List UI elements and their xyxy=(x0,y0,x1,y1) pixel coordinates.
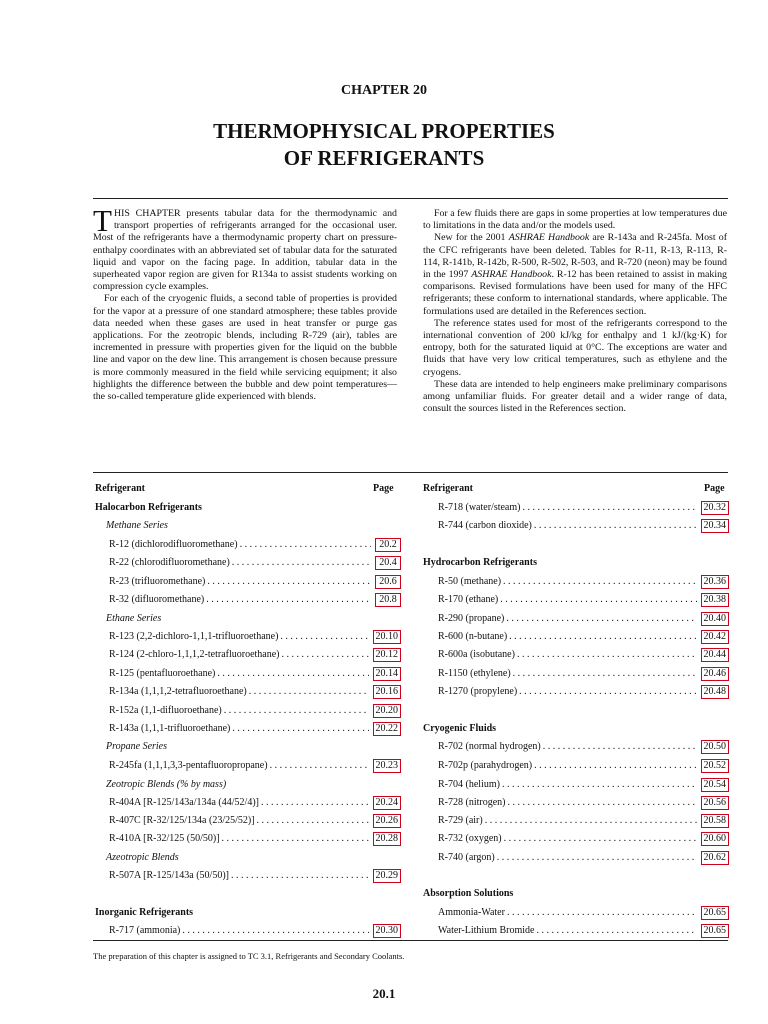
list-item: R-1270 (propylene) ..... 20.48 xyxy=(438,685,729,698)
page-link[interactable]: 20.29 xyxy=(373,869,402,883)
page-link[interactable]: 20.28 xyxy=(373,832,402,846)
table-bottom-rule xyxy=(93,940,728,941)
col-header-refrigerant-right: Refrigerant xyxy=(423,483,473,494)
list-item: R-12 (dichlorodifluoromethane) ..... 20.2 xyxy=(109,538,401,551)
list-item: R-407C [R-32/125/134a (23/25/52)] ..... 20.26 xyxy=(109,814,401,827)
page-link[interactable]: 20.26 xyxy=(373,814,402,828)
page-link[interactable]: 20.38 xyxy=(701,593,730,607)
page-link[interactable]: 20.52 xyxy=(701,759,730,773)
group-halocarbon: Halocarbon Refrigerants xyxy=(95,502,202,513)
page-link[interactable]: 20.14 xyxy=(373,667,402,681)
list-item: R-1150 (ethylene) ..... 20.46 xyxy=(438,667,729,680)
list-item: R-718 (water/steam) ..... 20.32 xyxy=(438,501,729,514)
page-link[interactable]: 20.40 xyxy=(701,612,730,626)
list-item: Ammonia-Water ..... 20.65 xyxy=(438,906,729,919)
list-item: R-123 (2,2-dichloro-1,1,1-trifluoroethane) ..... 20.10 xyxy=(109,630,401,643)
list-item: R-717 (ammonia) ..... 20.30 xyxy=(109,924,401,937)
list-item: R-732 (oxygen) ..... 20.60 xyxy=(438,832,729,845)
col-header-page-left: Page xyxy=(373,483,394,494)
list-item: R-124 (2-chloro-1,1,1,2-tetrafluoroethane) ..... 20.12 xyxy=(109,648,401,661)
page-link[interactable]: 20.60 xyxy=(701,832,730,846)
list-item: R-152a (1,1-difluoroethane) ..... 20.20 xyxy=(109,704,401,717)
page-link[interactable]: 20.23 xyxy=(373,759,402,773)
table-top-rule xyxy=(93,472,728,473)
intro-column-left xyxy=(93,203,397,403)
subgroup-ethane: Ethane Series xyxy=(106,613,162,624)
list-item: R-507A [R-125/143a (50/50)] ..... 20.29 xyxy=(109,869,401,882)
intro-paragraph-5: The reference states used for most of the refrigerants correspond to the international convention of 200 kJ/kg for enthalpy and 1 kJ/(kg·K) for entropy, both for the saturated liquid at 0°C. The exceptions are water and fluids that have very low critical temperatures, such as ethylene and the cryogens. xyxy=(423,317,727,378)
list-item: R-600 (n-butane) ..... 20.42 xyxy=(438,630,729,643)
page-link[interactable]: 20.50 xyxy=(701,740,730,754)
chapter-label: CHAPTER 20 xyxy=(341,83,427,98)
list-item: R-245fa (1,1,1,3,3-pentafluoropropane) ..... 20.23 xyxy=(109,759,401,772)
footnote: The preparation of this chapter is assigned to TC 3.1, Refrigerants and Secondary Coolants. xyxy=(93,951,405,961)
page-link[interactable]: 20.65 xyxy=(701,924,730,938)
page-link[interactable]: 20.36 xyxy=(701,575,730,589)
page-link[interactable]: 20.24 xyxy=(373,796,402,810)
list-item: R-729 (air) ..... 20.58 xyxy=(438,814,729,827)
subgroup-methane: Methane Series xyxy=(106,520,168,531)
list-item: R-702 (normal hydrogen) ..... 20.50 xyxy=(438,740,729,753)
list-item: R-143a (1,1,1-trifluoroethane) ..... 20.22 xyxy=(109,722,401,735)
list-item: R-23 (trifluoromethane) ..... 20.6 xyxy=(109,575,401,588)
page-link[interactable]: 20.4 xyxy=(375,556,401,570)
subgroup-zeotropic: Zeotropic Blends (% by mass) xyxy=(106,779,227,790)
list-item: R-410A [R-32/125 (50/50)] ..... 20.28 xyxy=(109,832,401,845)
page-number: 20.1 xyxy=(372,986,396,1001)
list-item: R-600a (isobutane) ..... 20.44 xyxy=(438,648,729,661)
subgroup-propane: Propane Series xyxy=(106,741,168,752)
page-title xyxy=(0,118,768,172)
page-link[interactable]: 20.32 xyxy=(701,501,730,515)
list-item: R-744 (carbon dioxide) ..... 20.34 xyxy=(438,519,729,532)
group-cryogenic: Cryogenic Fluids xyxy=(423,723,497,734)
list-item: R-22 (chlorodifluoromethane) ..... 20.4 xyxy=(109,556,401,569)
list-item: R-404A [R-125/143a/134a (44/52/4)] ..... 20.24 xyxy=(109,796,401,809)
list-item: R-32 (difluoromethane) ..... 20.8 xyxy=(109,593,401,606)
page-link[interactable]: 20.2 xyxy=(375,538,401,552)
page-link[interactable]: 20.10 xyxy=(373,630,402,644)
list-item: R-740 (argon) ..... 20.62 xyxy=(438,851,729,864)
list-item: R-728 (nitrogen) ..... 20.56 xyxy=(438,796,729,809)
intro-paragraph-4: New for the 2001 ASHRAE Handbook are R-143a and R-245fa. Most of the CFC refrigerants have been deleted. Tables for R-11, R-13, R-113, R-114, R-141b, R-142b, R-500, R-502, R-503, and R-720 (neon) may be found in the 1997 ASHRAE Handbook. R-12 has been retained to assist in making comparisons. Revised formulations have been used for many of the HFC refrigerants; these conform to international standards, where applicable. The formulations used are detailed in the References section. xyxy=(423,232,727,317)
intro-paragraph-3: For a few fluids there are gaps in some properties at low temperatures due to limitations in the data and/or the models used. xyxy=(423,208,727,232)
list-item: R-170 (ethane) ..... 20.38 xyxy=(438,593,729,606)
title-line-2: OF REFRIGERANTS xyxy=(283,146,485,170)
page-link[interactable]: 20.56 xyxy=(701,796,730,810)
col-header-page-right: Page xyxy=(704,483,725,494)
group-absorption: Absorption Solutions xyxy=(423,888,514,899)
page-link[interactable]: 20.54 xyxy=(701,778,730,792)
page-link[interactable]: 20.58 xyxy=(701,814,730,828)
intro-column-right xyxy=(423,208,727,415)
top-rule xyxy=(93,198,728,199)
page-link[interactable]: 20.42 xyxy=(701,630,730,644)
page-link[interactable]: 20.44 xyxy=(701,648,730,662)
page-link[interactable]: 20.46 xyxy=(701,667,730,681)
list-item: R-704 (helium) ..... 20.54 xyxy=(438,778,729,791)
list-item: R-50 (methane) ..... 20.36 xyxy=(438,575,729,588)
list-item: R-125 (pentafluoroethane) ..... 20.14 xyxy=(109,667,401,680)
page-link[interactable]: 20.12 xyxy=(373,648,402,662)
col-header-refrigerant-left: Refrigerant xyxy=(95,483,145,494)
page-link[interactable]: 20.65 xyxy=(701,906,730,920)
list-item: R-702p (parahydrogen) ..... 20.52 xyxy=(438,759,729,772)
list-item: Water-Lithium Bromide ..... 20.65 xyxy=(438,924,729,937)
page-link[interactable]: 20.20 xyxy=(373,704,402,718)
page-link[interactable]: 20.48 xyxy=(701,685,730,699)
list-item: R-290 (propane) ..... 20.40 xyxy=(438,612,729,625)
subgroup-azeotropic: Azeotropic Blends xyxy=(106,852,179,863)
page-link[interactable]: 20.34 xyxy=(701,519,730,533)
page-link[interactable]: 20.22 xyxy=(373,722,402,736)
page-link[interactable]: 20.30 xyxy=(373,924,402,938)
page-link[interactable]: 20.62 xyxy=(701,851,730,865)
intro-paragraph-2: For each of the cryogenic fluids, a second table of properties is provided for the vapor at a pressure of one standard atmosphere; these tables provide data needed when these gases are used in heat transfer or purge gas applications. For the zeotropic blends, including R-729 (air), tables are incremented in pressure with properties given for the liquid on the bubble line and vapor on the dew line. This arrangement is chosen because pressure is more commonly measured in the field while servicing equipment; it also highlights the difference between the bubble and dew point temperatures—the so-called temperature glide experienced with blends. xyxy=(93,293,397,403)
intro-paragraph-6: These data are intended to help engineers make preliminary comparisons among unfamiliar fluids. For greater detail and a wider range of data, consult the sources listed in the References section. xyxy=(423,378,727,415)
group-hydrocarbon: Hydrocarbon Refrigerants xyxy=(423,557,537,568)
title-line-1: THERMOPHYSICAL PROPERTIES xyxy=(213,119,555,143)
list-item: R-134a (1,1,1,2-tetrafluoroethane) ..... 20.16 xyxy=(109,685,401,698)
group-inorganic: Inorganic Refrigerants xyxy=(95,907,194,918)
intro-paragraph-1: THIS CHAPTER presents tabular data for the thermodynamic and transport properties of refrigerants arranged for the occasional user. Most of the refrigerants have a thermodynamic property chart on pressure-enthalpy coordinates with an abbreviated set of tabular data for the saturated liquid and vapor on the facing page. In addition, tabular data in the superheated vapor region are given for R134a to assist students working on compression cycle examples. xyxy=(93,203,397,293)
drop-cap: T xyxy=(93,203,112,238)
page-link[interactable]: 20.16 xyxy=(373,685,402,699)
page-link[interactable]: 20.8 xyxy=(375,593,401,607)
page-link[interactable]: 20.6 xyxy=(375,575,401,589)
